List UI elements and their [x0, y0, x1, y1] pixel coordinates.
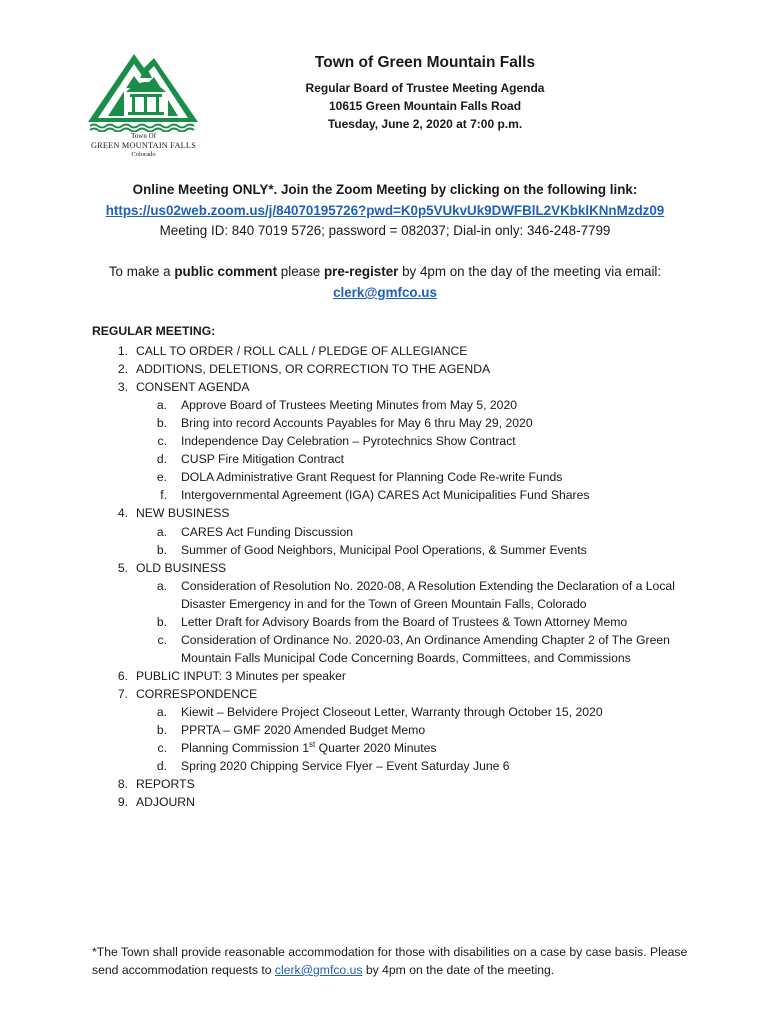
agenda-item-number: 9. [117, 795, 128, 810]
page-title: Town of Green Mountain Falls [314, 54, 536, 71]
agenda-item-text: PUBLIC INPUT: 3 Minutes per speaker [136, 668, 346, 683]
agenda-subitem-number: d. [156, 452, 167, 467]
agenda-subitem-number: c. [157, 741, 167, 756]
agenda-subitem-continued-text: Disaster Emergency in and for the Town of Green Mountain Falls, Colorado [181, 596, 587, 611]
agenda-item-number: 8. [117, 777, 128, 792]
agenda-subitem-continued-text: Mountain Falls Municipal Code Concerning Boards, Committees, and Commissions [181, 650, 631, 665]
agenda-subitem-number: b. [156, 614, 167, 629]
agenda-subitem-number: b. [156, 723, 167, 738]
agenda-subitem-number: e. [156, 470, 167, 485]
agenda-subitem-text: CARES Act Funding Discussion [181, 524, 354, 539]
agenda-item-text: CALL TO ORDER / ROLL CALL / PLEDGE OF ALLEGIANCE [136, 344, 468, 358]
regular-meeting-heading: REGULAR MEETING: [92, 324, 216, 338]
agenda-subitem-number: a. [156, 578, 167, 593]
agenda-subitem-text: CUSP Fire Mitigation Contract [181, 452, 345, 467]
agenda-item-number: 2. [117, 362, 128, 377]
agenda-subitem-number: f. [160, 488, 167, 503]
meeting-date: Tuesday, June 2, 2020 at 7:00 p.m. [327, 117, 523, 131]
agenda-item-text: OLD BUSINESS [136, 560, 227, 575]
agenda-subitem-text: Consideration of Resolution No. 2020-08, A Resolution Extending the Declaration of a Local [181, 578, 675, 593]
public-comment-text: To make a public comment please pre-register by 4pm on the day of the meeting via email: [108, 264, 662, 279]
agenda-subitem-number: a. [156, 705, 167, 719]
agenda-subitem-text: Letter Draft for Advisory Boards from the Board of Trustees & Town Attorney Memo [181, 614, 628, 629]
agenda-item-number: 7. [117, 686, 128, 701]
agenda-subitem-number: a. [156, 398, 167, 413]
zoom-intro: Online Meeting ONLY*. Join the Zoom Meeting by clicking on the following link: [132, 182, 638, 197]
agenda-subitem-text: Independence Day Celebration – Pyrotechnics Show Contract [181, 434, 516, 449]
agenda-subitem-text: Approve Board of Trustees Meeting Minutes from May 5, 2020 [181, 398, 518, 413]
accommodation-note: *The Town shall provide reasonable accommodation for those with disabilities on a case by case basis. Please send accommodation requests to clerk@gmfco.us by 4pm on the date of the meeting. [92, 945, 688, 977]
footer-email-link[interactable]: clerk@gmfco.us [274, 963, 363, 977]
agenda-item-number: 6. [117, 668, 128, 683]
agenda-item-number: 4. [117, 506, 128, 521]
agenda-item-text: REPORTS [136, 777, 195, 792]
agenda-item-number: 5. [117, 560, 128, 575]
agenda-item-number: 3. [117, 380, 128, 395]
logo-town-of: Town Of [131, 132, 156, 140]
agenda-item-text: ADJOURN [136, 795, 195, 810]
agenda-subitem-text: Spring 2020 Chipping Service Flyer – Event Saturday June 6 [181, 759, 510, 774]
agenda-subitem-text: Kiewit – Belvidere Project Closeout Letter, Warranty through October 15, 2020 [181, 705, 603, 719]
agenda-item-number: 1. [117, 344, 128, 358]
agenda-item-text: CORRESPONDENCE [136, 686, 258, 701]
meeting-address: 10615 Green Mountain Falls Road [328, 99, 522, 113]
agenda-subitem-number: d. [156, 759, 167, 774]
agenda-subitem-number: b. [156, 542, 167, 557]
agenda-subitem-text: Summer of Good Neighbors, Municipal Pool Operations, & Summer Events [181, 542, 587, 557]
agenda-subitem-number: c. [157, 434, 167, 449]
agenda-subitem-text: DOLA Administrative Grant Request for Planning Code Re-write Funds [181, 470, 563, 485]
agenda-item-text: CONSENT AGENDA [136, 380, 250, 395]
clerk-email-link[interactable]: clerk@gmfco.us [333, 285, 437, 300]
agenda-subitem-text: Bring into record Accounts Payables for May 6 thru May 29, 2020 [181, 416, 533, 431]
agenda-item-text: NEW BUSINESS [136, 506, 230, 521]
logo-state: Colorado [131, 151, 156, 158]
logo-town-name: GREEN MOUNTAIN FALLS [90, 141, 197, 150]
zoom-link[interactable]: https://us02web.zoom.us/j/84070195726?pwd=K0p5VUkvUk9DWFBlL2VKbklKNnMzdz09 [105, 203, 665, 218]
agenda-item-text: ADDITIONS, DELETIONS, OR CORRECTION TO THE AGENDA [136, 362, 491, 377]
agenda-subitem-number: b. [156, 416, 167, 431]
agenda-subitem-text: Planning Commission 1st Quarter 2020 Minutes [181, 740, 437, 756]
zoom-details: Meeting ID: 840 7019 5726; password = 082037; Dial-in only: 346-248-7799 [159, 223, 611, 238]
agenda-subitem-text: Consideration of Ordinance No. 2020-03, An Ordinance Amending Chapter 2 of The Green [181, 632, 670, 647]
agenda-subitem-number: a. [156, 524, 167, 539]
agenda-subitem-text: PPRTA – GMF 2020 Amended Budget Memo [181, 723, 426, 738]
agenda-subtitle: Regular Board of Trustee Meeting Agenda [305, 81, 545, 95]
gazebo-mountain-icon [86, 50, 201, 132]
agenda-subitem-text: Intergovernmental Agreement (IGA) CARES Act Municipalities Fund Shares [181, 488, 590, 503]
agenda-subitem-number: c. [157, 632, 167, 647]
